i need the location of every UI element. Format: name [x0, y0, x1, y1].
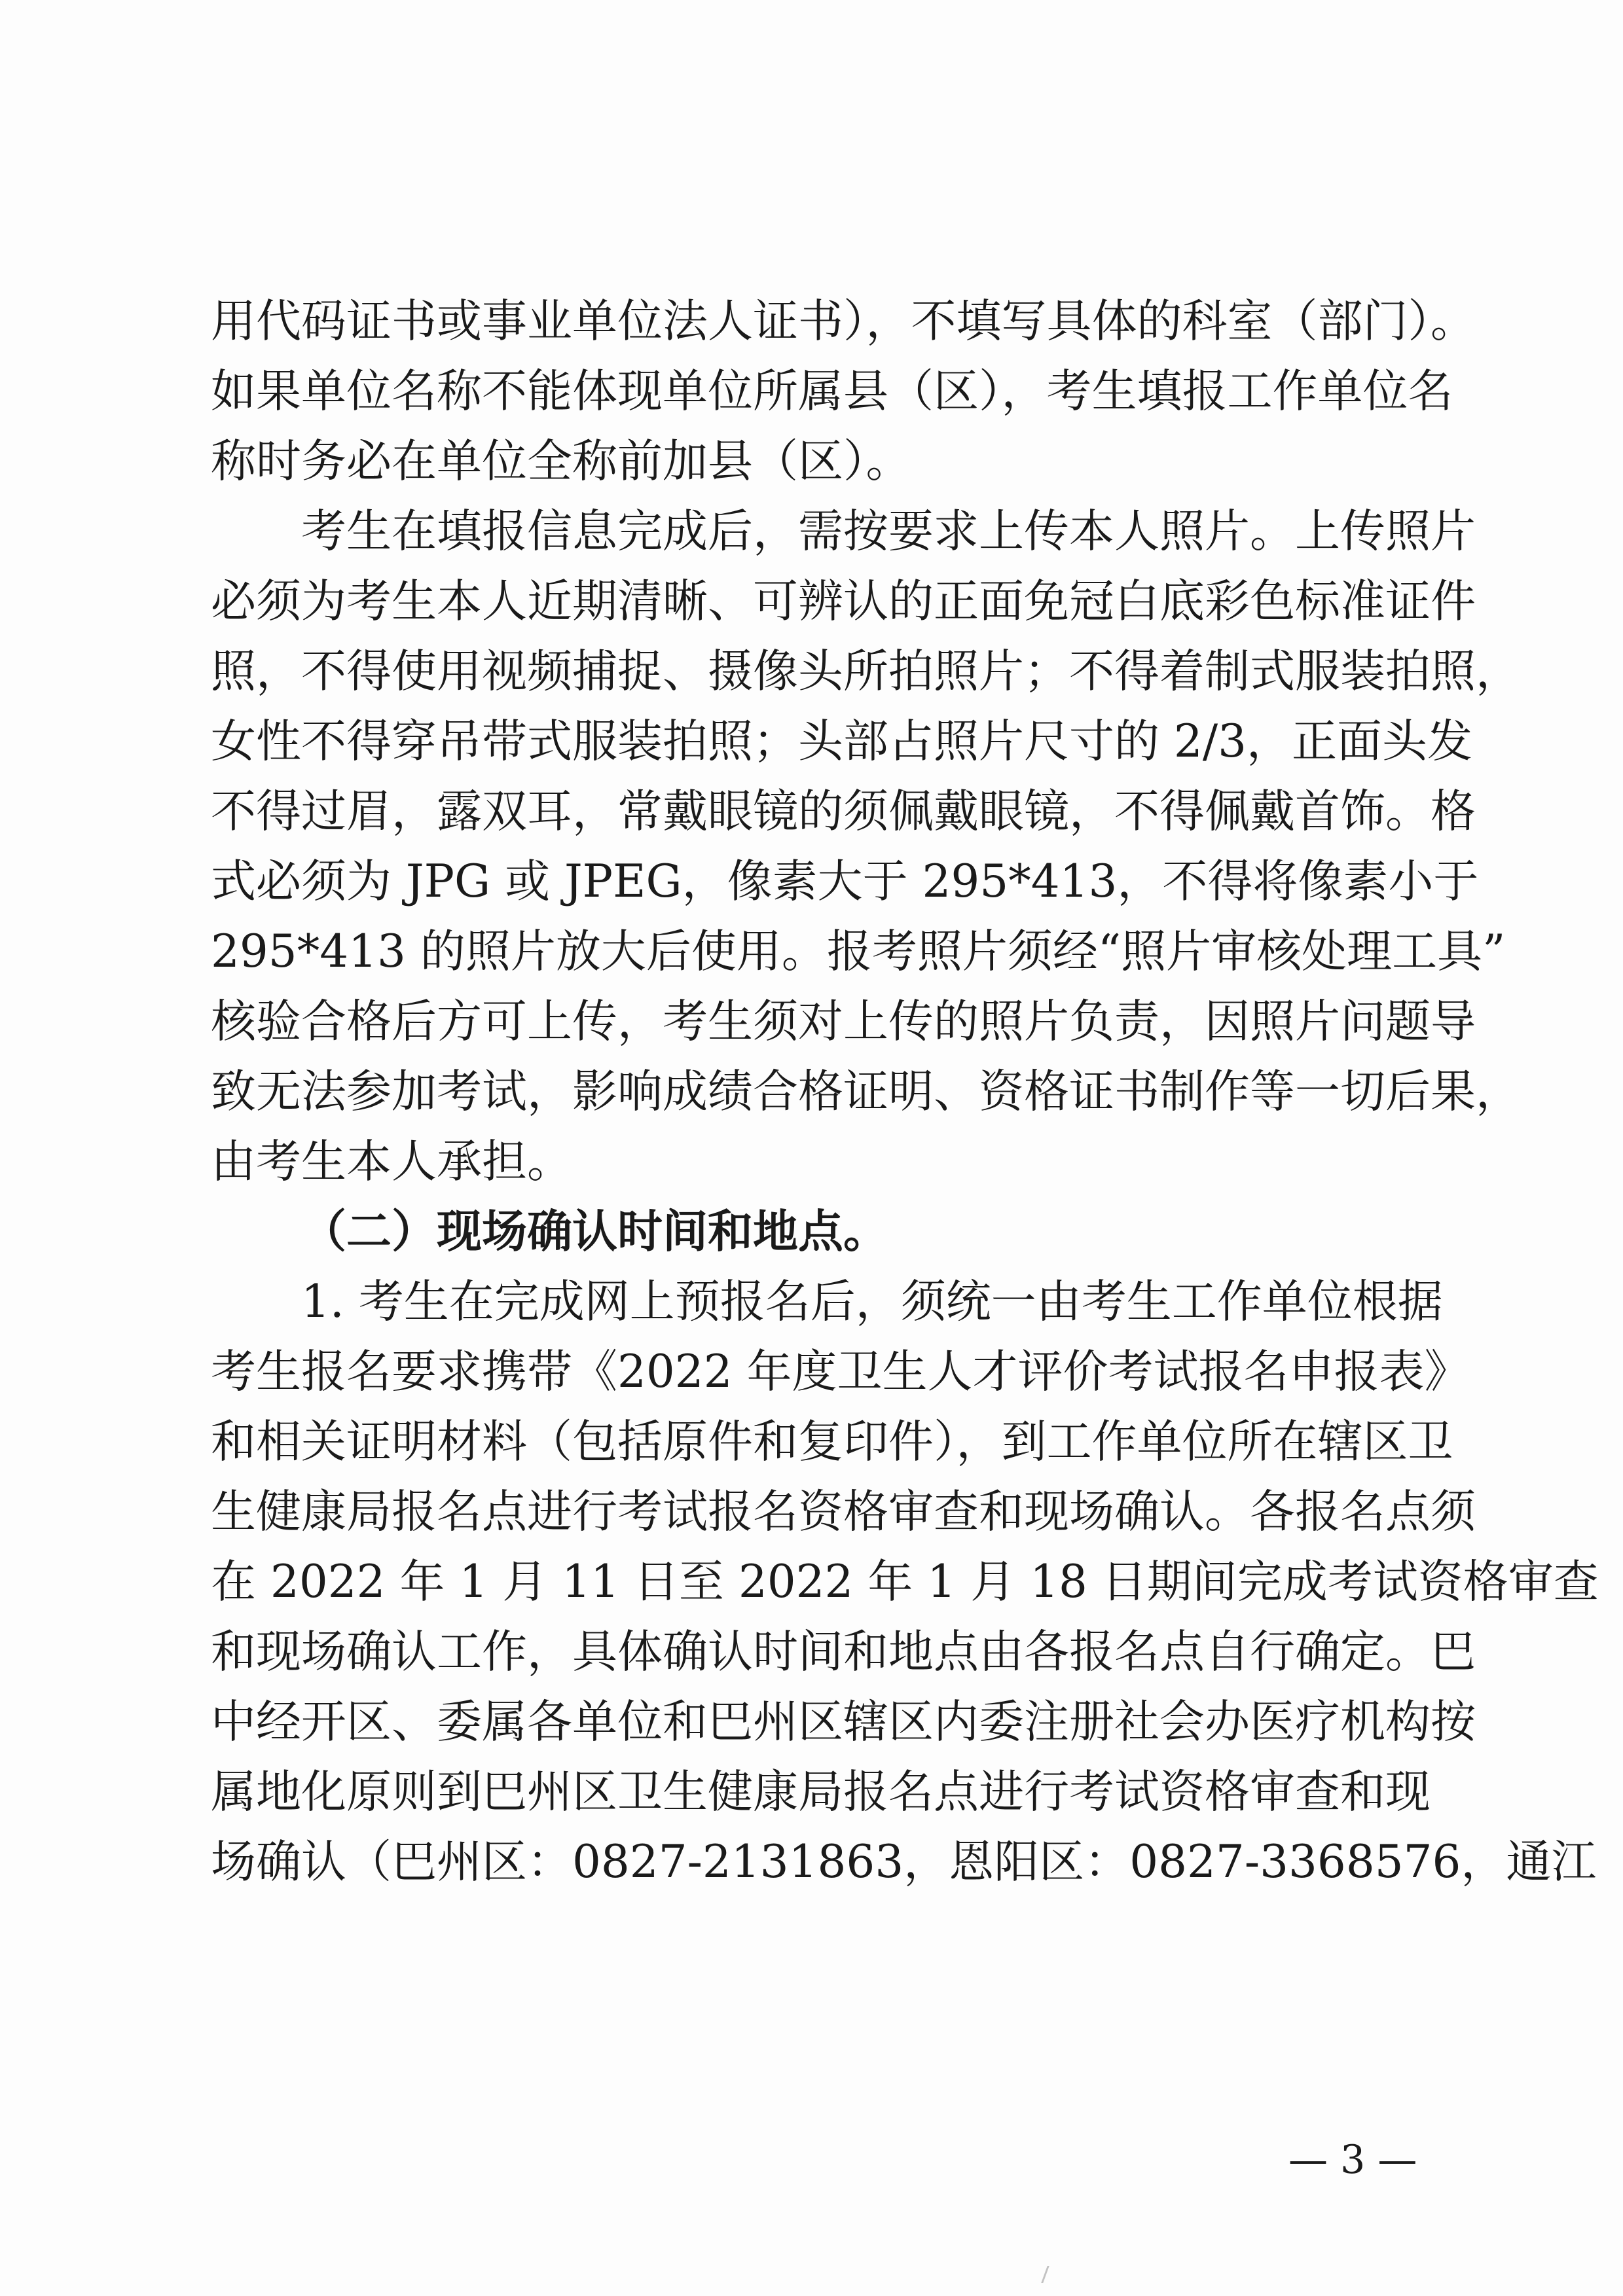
paragraph-photo-requirements — [211, 497, 1521, 1197]
scan-artifact — [1041, 2266, 1058, 2283]
text-line: 中经开区、委属各单位和巴州区辖区内委注册社会办医疗机构按 — [211, 1696, 1476, 1748]
text-line: 必须为考生本人近期清晰、可辨认的正面免冠白底彩色标准证件 — [211, 575, 1476, 628]
text-line: 在 2022 年 1 月 11 日至 2022 年 1 月 18 日期间完成考试资格审查 — [211, 1556, 1599, 1608]
paragraph-work-unit — [211, 287, 1476, 497]
text-line: 用代码证书或事业单位法人证书），不填写具体的科室（部门）。 — [211, 295, 1476, 348]
text-line: 女性不得穿吊带式服装拍照；头部占照片尺寸的 2/3，正面头发 — [211, 715, 1472, 768]
text-line: 如果单位名称不能体现单位所属县（区），考生填报工作单位名 — [211, 365, 1453, 418]
text-line: 属地化原则到巴州区卫生健康局报名点进行考试资格审查和现 — [211, 1766, 1431, 1818]
heading-text: （二）现场确认时间和地点。 — [301, 1206, 888, 1258]
text-line: 和现场确认工作，具体确认时间和地点由各报名点自行确定。巴 — [211, 1626, 1476, 1678]
text-line: 核验合格后方可上传，考生须对上传的照片负责，因照片问题导 — [211, 996, 1476, 1048]
text-line: 生健康局报名点进行考试报名资格审查和现场确认。各报名点须 — [211, 1486, 1476, 1538]
page-number: — 3 — — [1288, 2137, 1417, 2183]
text-line: 考生报名要求携带《2022 年度卫生人才评价考试报名申报表》 — [211, 1346, 1470, 1398]
text-line: 和相关证明材料（包括原件和复印件），到工作单位所在辖区卫 — [211, 1416, 1453, 1468]
text-line: 称时务必在单位全称前加县（区）。 — [211, 435, 911, 488]
paragraph-onsite-confirmation — [211, 1267, 1599, 1897]
section-heading — [211, 1197, 1413, 1267]
body-text — [211, 287, 1599, 1897]
text-line: 考生在填报信息完成后，需按要求上传本人照片。上传照片 — [301, 505, 1476, 558]
text-line: 由考生本人承担。 — [211, 1136, 572, 1188]
text-line: 照，不得使用视频捕捉、摄像头所拍照片；不得着制式服装拍照， — [211, 645, 1521, 698]
text-line: 致无法参加考试，影响成绩合格证明、资格证书制作等一切后果， — [211, 1066, 1521, 1118]
text-line: 式必须为 JPG 或 JPEG，像素大于 295*413，不得将像素小于 — [211, 855, 1479, 908]
text-line: 场确认（巴州区：0827-2131863，恩阳区：0827-3368576，通江 — [211, 1836, 1597, 1888]
text-line: 1. 考生在完成网上预报名后，须统一由考生工作单位根据 — [301, 1276, 1443, 1328]
text-line: 不得过眉，露双耳，常戴眼镜的须佩戴眼镜，不得佩戴首饰。格 — [211, 785, 1476, 838]
text-line: 295*413 的照片放大后使用。报考照片须经“照片审核处理工具” — [211, 925, 1506, 978]
